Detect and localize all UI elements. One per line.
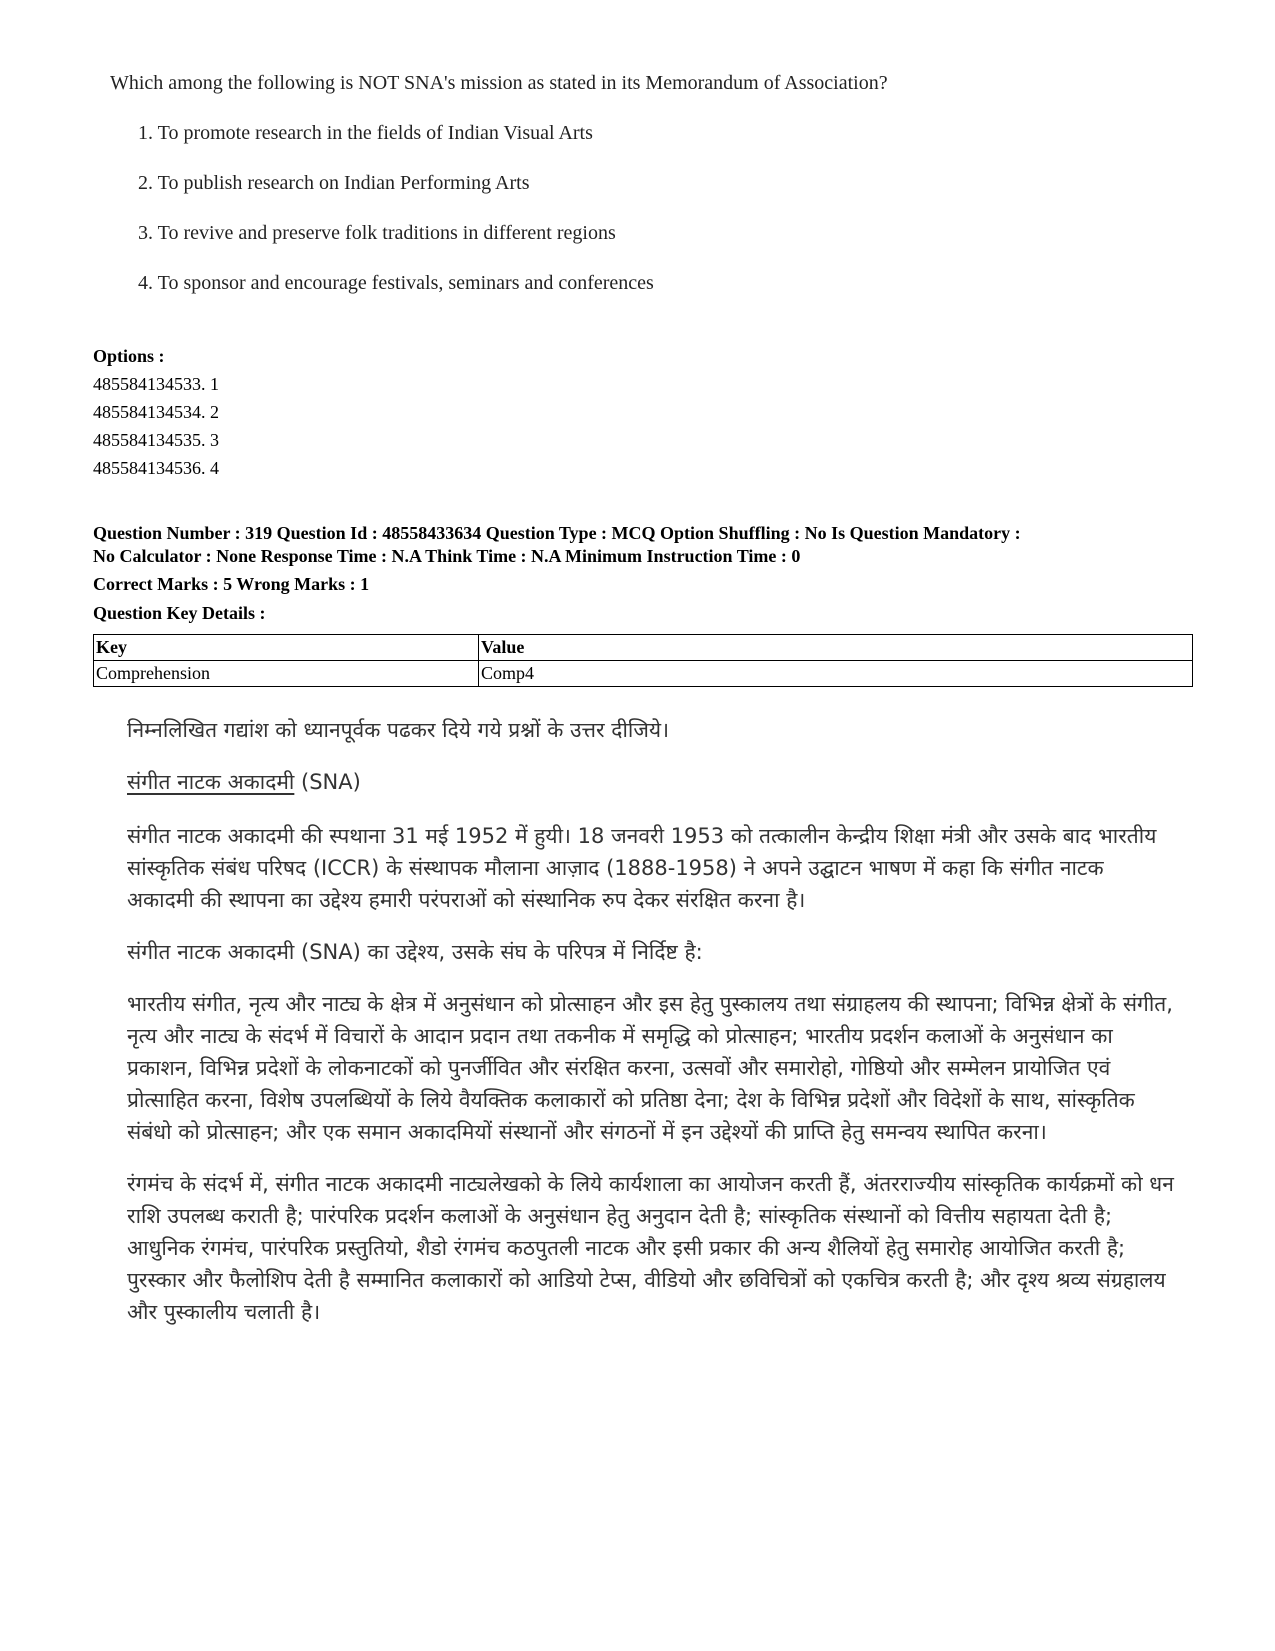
meta-line-1: Question Number : 319 Question Id : 48558433634 Question Type : MCQ Option Shuffling : No Is Question Mandatory : xyxy=(93,523,1021,543)
option-item: 485584134534. 2 xyxy=(93,402,219,422)
passage-paragraph-3: भारतीय संगीत, नृत्य और नाट्य के क्षेत्र में अनुसंधान को प्रोत्साहन और इस हेतु पुस्कालय तथा संग्राहलय की स्थापना; विभिन्न क्षेत्रों के संगीत, नृत्य और नाट्य के संदर्भ में विचारों के आदान प्रदान तथा तकनीक में समृद्धि को प्रोत्साहन; भारतीय प्रदर्शन कलाओं के अनुसंधान का प्रकाशन, विभिन्न प्रदेशों के लोकनाटकों को पुनर्जीवित और संरक्षित करना, उत्सवों और समारोहो, गोष्ठियो और सम्मेलन प्रायोजित एवं प्रोत्साहित करना, विशेष उपलब्धियों के लिये वैयक्तिक कलाकारों को प्रतिष्ठा देना; देश के विभिन्न प्रदेशों और विदेशों के साथ, सांस्कृतिक संबंधो को प्रोत्साहन; और एक समान अकादमियों संस्थानों और संगठनों में इन उद्देश्यों की प्राप्ति हेतु समन्वय स्थापित करना। xyxy=(127,992,1173,1144)
question-meta xyxy=(93,522,1193,625)
question-image xyxy=(110,72,1130,295)
passage-paragraph-2: संगीत नाटक अकादमी (SNA) का उद्देश्य, उसके संघ के परिपत्र में निर्दिष्ट है: xyxy=(127,940,703,964)
passage-paragraph-1: संगीत नाटक अकादमी की स्पथाना 31 मई 1952 में हुयी। 18 जनवरी 1953 को तत्कालीन केन्द्रीय शिक्षा मंत्री और उसके बाद भारतीय सांस्कृतिक संबंध परिषद (ICCR) के संस्थापक मौलाना आज़ाद (1888-1958) ने अपने उद्घाटन भाषण में कहा कि संगीत नाटक अकादमी की स्थापना का उद्देश्य हमारी परंपराओं को संस्थानिक रुप देकर संरक्षित करना है। xyxy=(127,824,1157,912)
marks-line: Correct Marks : 5 Wrong Marks : 1 xyxy=(93,574,370,594)
meta-line-2: No Calculator : None Response Time : N.A Think Time : N.A Minimum Instruction Time : 0 xyxy=(93,546,801,566)
statement-item: 4. To sponsor and encourage festivals, seminars and conferences xyxy=(138,272,654,294)
cell-key: Comprehension xyxy=(94,661,479,687)
hindi-passage xyxy=(127,714,1177,1348)
passage-paragraph-4: रंगमंच के संदर्भ में, संगीत नाटक अकादमी नाट्यलेखको के लिये कार्यशाला का आयोजन करती हैं, अंतरराज्यीय सांस्कृतिक कार्यक्रमों को धन राशि उपलब्ध कराती है; पारंपरिक प्रदर्शन कलाओं के अनुसंधान हेतु अनुदान देती है; सांस्कृतिक संस्थानों को वित्तीय सहायता देती है; आधुनिक रंगमंच, पारंपरिक प्रस्तुतियो, शैडो रंगमंच कठपुतली नाटक और इसी प्रकार की अन्य शैलियों हेतु समारोह आयोजित करती है; पुरस्कार और फैलोशिप देती है सम्मानित कलाकारों को आडियो टेप्स, वीडियो और छविचित्रों को एकचित्र करती है; और दृश्य श्रव्य संग्रहालय और पुस्कालीय चलाती है। xyxy=(127,1172,1174,1324)
statement-item: 2. To publish research on Indian Performing Arts xyxy=(138,172,530,194)
key-details-heading: Question Key Details : xyxy=(93,603,266,623)
table-row xyxy=(94,661,1193,687)
key-details-table xyxy=(93,634,1193,687)
passage-instruction: निम्नलिखित गद्यांश को ध्यानपूर्वक पढकर दिये गये प्रश्नों के उत्तर दीजिये। xyxy=(127,718,670,742)
table-header-row xyxy=(94,635,1193,661)
passage-title xyxy=(127,766,1177,798)
passage-title-suffix: (SNA) xyxy=(301,770,361,794)
options-section xyxy=(93,342,219,482)
option-item: 485584134533. 1 xyxy=(93,374,219,394)
option-item: 485584134535. 3 xyxy=(93,430,219,450)
cell-value: Comp4 xyxy=(479,661,1193,687)
passage-title-text: संगीत नाटक अकादमी xyxy=(127,770,295,794)
question-stem: Which among the following is NOT SNA's mission as stated in its Memorandum of Association? xyxy=(110,72,888,94)
statement-item: 3. To revive and preserve folk traditions in different regions xyxy=(138,222,616,244)
option-item: 485584134536. 4 xyxy=(93,458,219,478)
question-statements xyxy=(110,122,1130,295)
header-key: Key xyxy=(94,635,479,661)
header-value: Value xyxy=(479,635,1193,661)
statement-item: 1. To promote research in the fields of Indian Visual Arts xyxy=(138,122,593,144)
options-heading: Options : xyxy=(93,346,165,366)
